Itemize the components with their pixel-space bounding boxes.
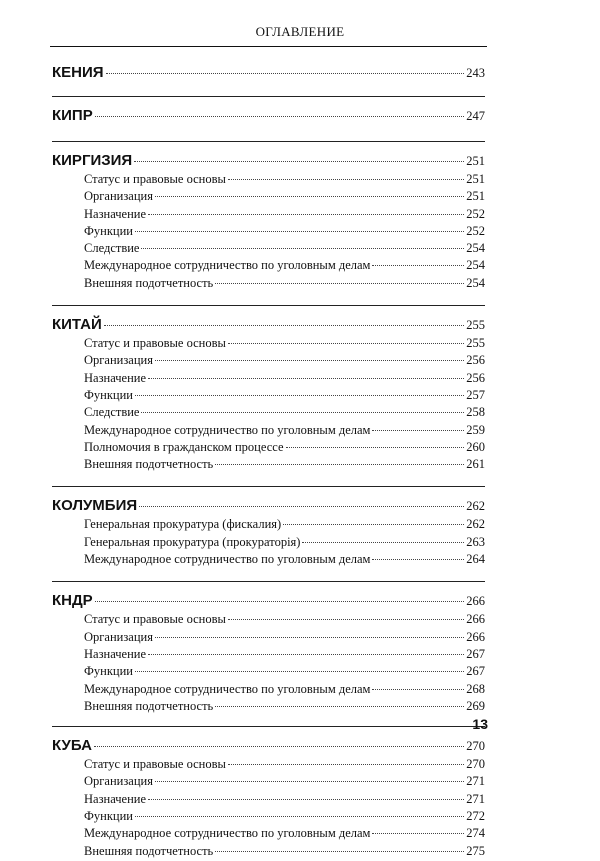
toc-subentry[interactable] bbox=[52, 241, 485, 258]
subentry-page: 257 bbox=[466, 387, 485, 402]
subentry-title: Генеральная прокуратура (прокураторія) bbox=[84, 534, 301, 549]
subentry-page: 266 bbox=[466, 629, 485, 644]
dot-leader bbox=[155, 196, 464, 197]
subentry-title: Внешняя подотчетность bbox=[84, 698, 214, 713]
dot-leader bbox=[372, 430, 464, 431]
table-of-contents bbox=[52, 64, 485, 861]
subentry-title: Следствие bbox=[84, 405, 140, 420]
toc-chapter-entry[interactable] bbox=[52, 107, 485, 127]
subentry-title: Назначение bbox=[84, 206, 147, 221]
section-rule bbox=[52, 486, 485, 487]
toc-subentry[interactable] bbox=[52, 405, 485, 422]
toc-subentry[interactable] bbox=[52, 809, 485, 826]
subentry-page: 263 bbox=[466, 534, 485, 549]
toc-subentry[interactable] bbox=[52, 207, 485, 224]
toc-section bbox=[52, 305, 485, 474]
toc-subentry[interactable] bbox=[52, 774, 485, 791]
subentry-page: 271 bbox=[466, 791, 485, 806]
subentry-title: Статус и правовые основы bbox=[84, 612, 226, 627]
chapter-page: 247 bbox=[466, 109, 485, 123]
subentry-page: 252 bbox=[466, 223, 485, 238]
toc-chapter-entry[interactable] bbox=[52, 152, 485, 172]
dot-leader bbox=[94, 746, 464, 747]
subentry-page: 266 bbox=[466, 612, 485, 627]
toc-subentry[interactable] bbox=[52, 457, 485, 474]
dot-leader bbox=[95, 601, 465, 602]
subentry-title: Международное сотрудничество по уголовным делам bbox=[84, 681, 371, 696]
toc-subentry[interactable] bbox=[52, 440, 485, 457]
section-rule bbox=[52, 726, 485, 727]
toc-subentry[interactable] bbox=[52, 371, 485, 388]
dot-leader bbox=[155, 781, 464, 782]
subentry-title: Внешняя подотчетность bbox=[84, 275, 214, 290]
chapter-title: КИРГИЗИЯ bbox=[52, 152, 133, 169]
page-number: 13 bbox=[472, 716, 488, 732]
toc-subentry[interactable] bbox=[52, 517, 485, 534]
subentry-title: Статус и правовые основы bbox=[84, 336, 226, 351]
subentry-page: 260 bbox=[466, 439, 485, 454]
toc-subentry[interactable] bbox=[52, 552, 485, 569]
toc-subentry[interactable] bbox=[52, 388, 485, 405]
chapter-page: 255 bbox=[466, 318, 485, 333]
dot-leader bbox=[228, 179, 464, 180]
subentry-page: 251 bbox=[466, 172, 485, 186]
section-rule bbox=[52, 305, 485, 306]
subentry-page: 271 bbox=[466, 774, 485, 789]
dot-leader bbox=[148, 214, 464, 215]
chapter-title: КОЛУМБИЯ bbox=[52, 497, 138, 515]
subentry-title: Следствие bbox=[84, 241, 140, 256]
chapter-page: 251 bbox=[466, 154, 485, 168]
chapter-title: КУБА bbox=[52, 737, 92, 755]
dot-leader bbox=[372, 559, 464, 560]
toc-section bbox=[52, 141, 485, 293]
dot-leader bbox=[134, 161, 464, 162]
toc-subentry[interactable] bbox=[52, 189, 485, 206]
toc-section bbox=[52, 726, 485, 861]
subentry-page: 254 bbox=[466, 241, 485, 256]
toc-subentry[interactable] bbox=[52, 792, 485, 809]
toc-subentry[interactable] bbox=[52, 844, 485, 861]
toc-subentry[interactable] bbox=[52, 826, 485, 843]
toc-subentry[interactable] bbox=[52, 172, 485, 189]
subentry-page: 270 bbox=[466, 757, 485, 772]
subentry-title: Международное сотрудничество по уголовным делам bbox=[84, 552, 371, 567]
dot-leader bbox=[372, 689, 464, 690]
subentry-page: 256 bbox=[466, 353, 485, 368]
subentry-title: Международное сотрудничество по уголовным делам bbox=[84, 826, 371, 841]
toc-section bbox=[52, 64, 485, 84]
chapter-title: КИТАЙ bbox=[52, 316, 102, 334]
subentry-page: 254 bbox=[466, 275, 485, 290]
subentry-title: Функции bbox=[84, 664, 133, 679]
subentry-page: 258 bbox=[466, 405, 485, 420]
dot-leader bbox=[215, 851, 464, 852]
dot-leader bbox=[95, 116, 465, 117]
dot-leader bbox=[135, 231, 464, 232]
dot-leader bbox=[228, 619, 464, 620]
section-rule bbox=[52, 141, 485, 142]
subentry-page: 272 bbox=[466, 809, 485, 824]
subentry-title: Функции bbox=[84, 387, 133, 402]
toc-section bbox=[52, 486, 485, 569]
dot-leader bbox=[148, 654, 464, 655]
toc-subentry[interactable] bbox=[52, 647, 485, 664]
dot-leader bbox=[148, 799, 464, 800]
toc-section bbox=[52, 96, 485, 127]
toc-subentry[interactable] bbox=[52, 336, 485, 353]
dot-leader bbox=[104, 325, 464, 326]
subentry-title: Внешняя подотчетность bbox=[84, 843, 214, 858]
chapter-title: КНДР bbox=[52, 592, 93, 610]
subentry-title: Международное сотрудничество по уголовным делам bbox=[84, 258, 371, 273]
toc-subentry[interactable] bbox=[52, 224, 485, 241]
subentry-page: 252 bbox=[466, 206, 485, 221]
subentry-title: Организация bbox=[84, 189, 153, 204]
subentry-title: Внешняя подотчетность bbox=[84, 457, 214, 472]
toc-subentry[interactable] bbox=[52, 682, 485, 699]
subentry-title: Генеральная прокуратура (фискалия) bbox=[84, 517, 282, 532]
dot-leader bbox=[106, 73, 465, 74]
dot-leader bbox=[155, 360, 464, 361]
chapter-title: КИПР bbox=[52, 107, 93, 124]
toc-chapter-entry[interactable] bbox=[52, 316, 485, 336]
dot-leader bbox=[286, 447, 465, 448]
toc-subentry[interactable] bbox=[52, 664, 485, 681]
subentry-page: 254 bbox=[466, 258, 485, 273]
chapter-page: 243 bbox=[466, 66, 485, 80]
section-rule bbox=[52, 96, 485, 97]
toc-subentry[interactable] bbox=[52, 757, 485, 774]
dot-leader bbox=[155, 637, 464, 638]
subentry-title: Функции bbox=[84, 223, 133, 238]
subentry-title: Назначение bbox=[84, 370, 147, 385]
dot-leader bbox=[302, 542, 464, 543]
dot-leader bbox=[215, 464, 464, 465]
header-rule bbox=[50, 46, 487, 47]
subentry-page: 267 bbox=[466, 646, 485, 661]
subentry-title: Статус и правовые основы bbox=[84, 172, 226, 186]
dot-leader bbox=[215, 283, 464, 284]
subentry-title: Международное сотрудничество по уголовным делам bbox=[84, 422, 371, 437]
toc-subentry[interactable] bbox=[52, 258, 485, 275]
toc-chapter-entry[interactable] bbox=[52, 737, 485, 757]
subentry-page: 267 bbox=[466, 664, 485, 679]
subentry-page: 255 bbox=[466, 336, 485, 351]
toc-subentry[interactable] bbox=[52, 423, 485, 440]
subentry-title: Статус и правовые основы bbox=[84, 757, 226, 772]
subentry-page: 256 bbox=[466, 370, 485, 385]
dot-leader bbox=[215, 706, 464, 707]
subentry-title: Назначение bbox=[84, 646, 147, 661]
dot-leader bbox=[228, 343, 464, 344]
chapter-page: 266 bbox=[466, 594, 485, 609]
dot-leader bbox=[372, 833, 464, 834]
toc-subentry[interactable] bbox=[52, 699, 485, 716]
toc-chapter-entry[interactable] bbox=[52, 592, 485, 612]
subentry-page: 275 bbox=[466, 843, 485, 858]
chapter-title: КЕНИЯ bbox=[52, 64, 104, 81]
dot-leader bbox=[135, 816, 464, 817]
subentry-title: Назначение bbox=[84, 791, 147, 806]
subentry-page: 261 bbox=[466, 457, 485, 472]
chapter-page: 262 bbox=[466, 499, 485, 514]
dot-leader bbox=[372, 265, 464, 266]
subentry-title: Организация bbox=[84, 774, 153, 789]
toc-subentry[interactable] bbox=[52, 353, 485, 370]
toc-subentry[interactable] bbox=[52, 612, 485, 629]
dot-leader bbox=[283, 524, 464, 525]
toc-subentry[interactable] bbox=[52, 276, 485, 293]
subentry-page: 274 bbox=[466, 826, 485, 841]
dot-leader bbox=[135, 671, 464, 672]
section-rule bbox=[52, 581, 485, 582]
dot-leader bbox=[141, 412, 464, 413]
toc-section bbox=[52, 581, 485, 716]
toc-chapter-entry[interactable] bbox=[52, 64, 485, 84]
subentry-title: Организация bbox=[84, 629, 153, 644]
chapter-page: 270 bbox=[466, 739, 485, 754]
subentry-title: Функции bbox=[84, 809, 133, 824]
toc-subentry[interactable] bbox=[52, 630, 485, 647]
subentry-title: Организация bbox=[84, 353, 153, 368]
running-head: ОГЛАВЛЕНИЕ bbox=[255, 24, 345, 39]
subentry-title: Полномочия в гражданском процессе bbox=[84, 439, 284, 454]
toc-subentry[interactable] bbox=[52, 535, 485, 552]
dot-leader bbox=[148, 378, 464, 379]
subentry-page: 264 bbox=[466, 552, 485, 567]
subentry-page: 262 bbox=[466, 517, 485, 532]
subentry-page: 269 bbox=[466, 698, 485, 713]
dot-leader bbox=[141, 248, 464, 249]
dot-leader bbox=[139, 506, 464, 507]
subentry-page: 259 bbox=[466, 422, 485, 437]
subentry-page: 268 bbox=[466, 681, 485, 696]
dot-leader bbox=[135, 395, 464, 396]
subentry-page: 251 bbox=[466, 189, 485, 204]
dot-leader bbox=[228, 764, 464, 765]
toc-chapter-entry[interactable] bbox=[52, 497, 485, 517]
